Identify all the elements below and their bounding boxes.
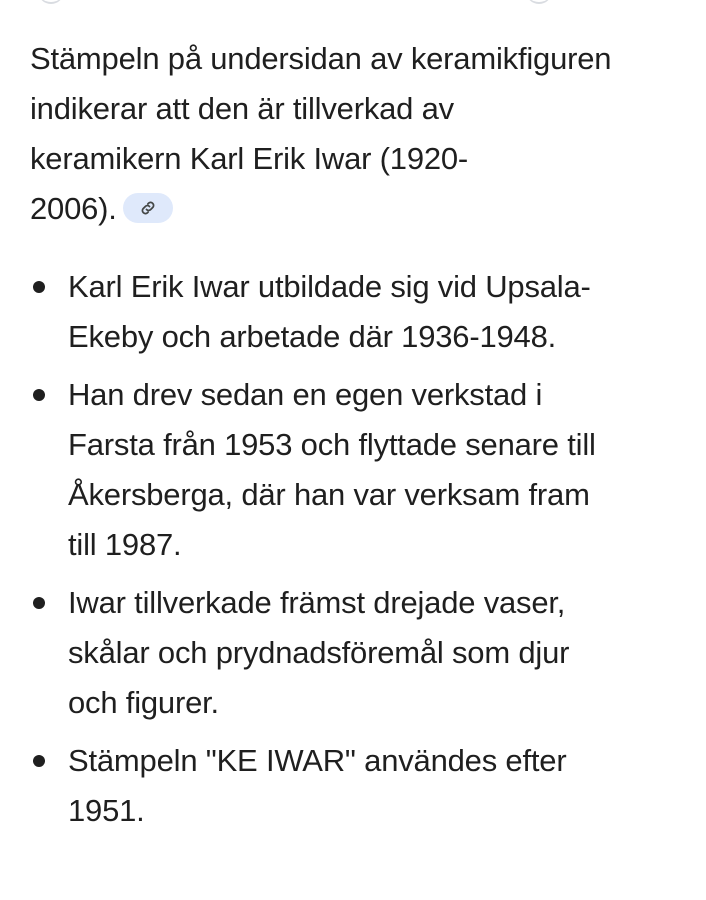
bullet-line: Åkersberga, där han var verksam fram (68, 477, 590, 512)
ai-answer (30, 34, 682, 836)
bullet-line: skålar och prydnadsföremål som djur (68, 635, 570, 670)
source-link-chip[interactable] (123, 193, 173, 223)
bullet-list (30, 262, 682, 836)
cut-off-control-right (526, 0, 552, 4)
bullet-line: Karl Erik Iwar utbildade sig vid Upsala- (68, 269, 591, 304)
bullet-line: Han drev sedan en egen verkstad i (68, 377, 543, 412)
intro-line: indikerar att den är tillverkad av (30, 91, 454, 126)
list-item (30, 736, 682, 836)
bullet-dot (33, 755, 45, 767)
intro-line: keramikern Karl Erik Iwar (1920- (30, 141, 469, 176)
bullet-line: Iwar tillverkade främst drejade vaser, (68, 585, 566, 620)
bullet-line: och figurer. (68, 685, 219, 720)
bullet-line: till 1987. (68, 527, 182, 562)
bullet-dot (33, 281, 45, 293)
list-item (30, 578, 682, 728)
bullet-line: 1951. (68, 793, 145, 828)
bullet-line: Stämpeln "KE IWAR" användes efter (68, 743, 567, 778)
answer-intro (30, 34, 682, 234)
cut-off-control-left (38, 0, 64, 4)
list-item (30, 262, 682, 362)
bullet-dot (33, 389, 45, 401)
list-item (30, 370, 682, 570)
bullet-line: Ekeby och arbetade där 1936-1948. (68, 319, 557, 354)
top-edge-cutoff (0, 0, 706, 6)
link-icon (139, 199, 157, 217)
bullet-line: Farsta från 1953 och flyttade senare till (68, 427, 596, 462)
intro-line: Stämpeln på undersidan av keramikfiguren (30, 41, 612, 76)
intro-line: 2006). (30, 191, 117, 226)
bullet-dot (33, 597, 45, 609)
